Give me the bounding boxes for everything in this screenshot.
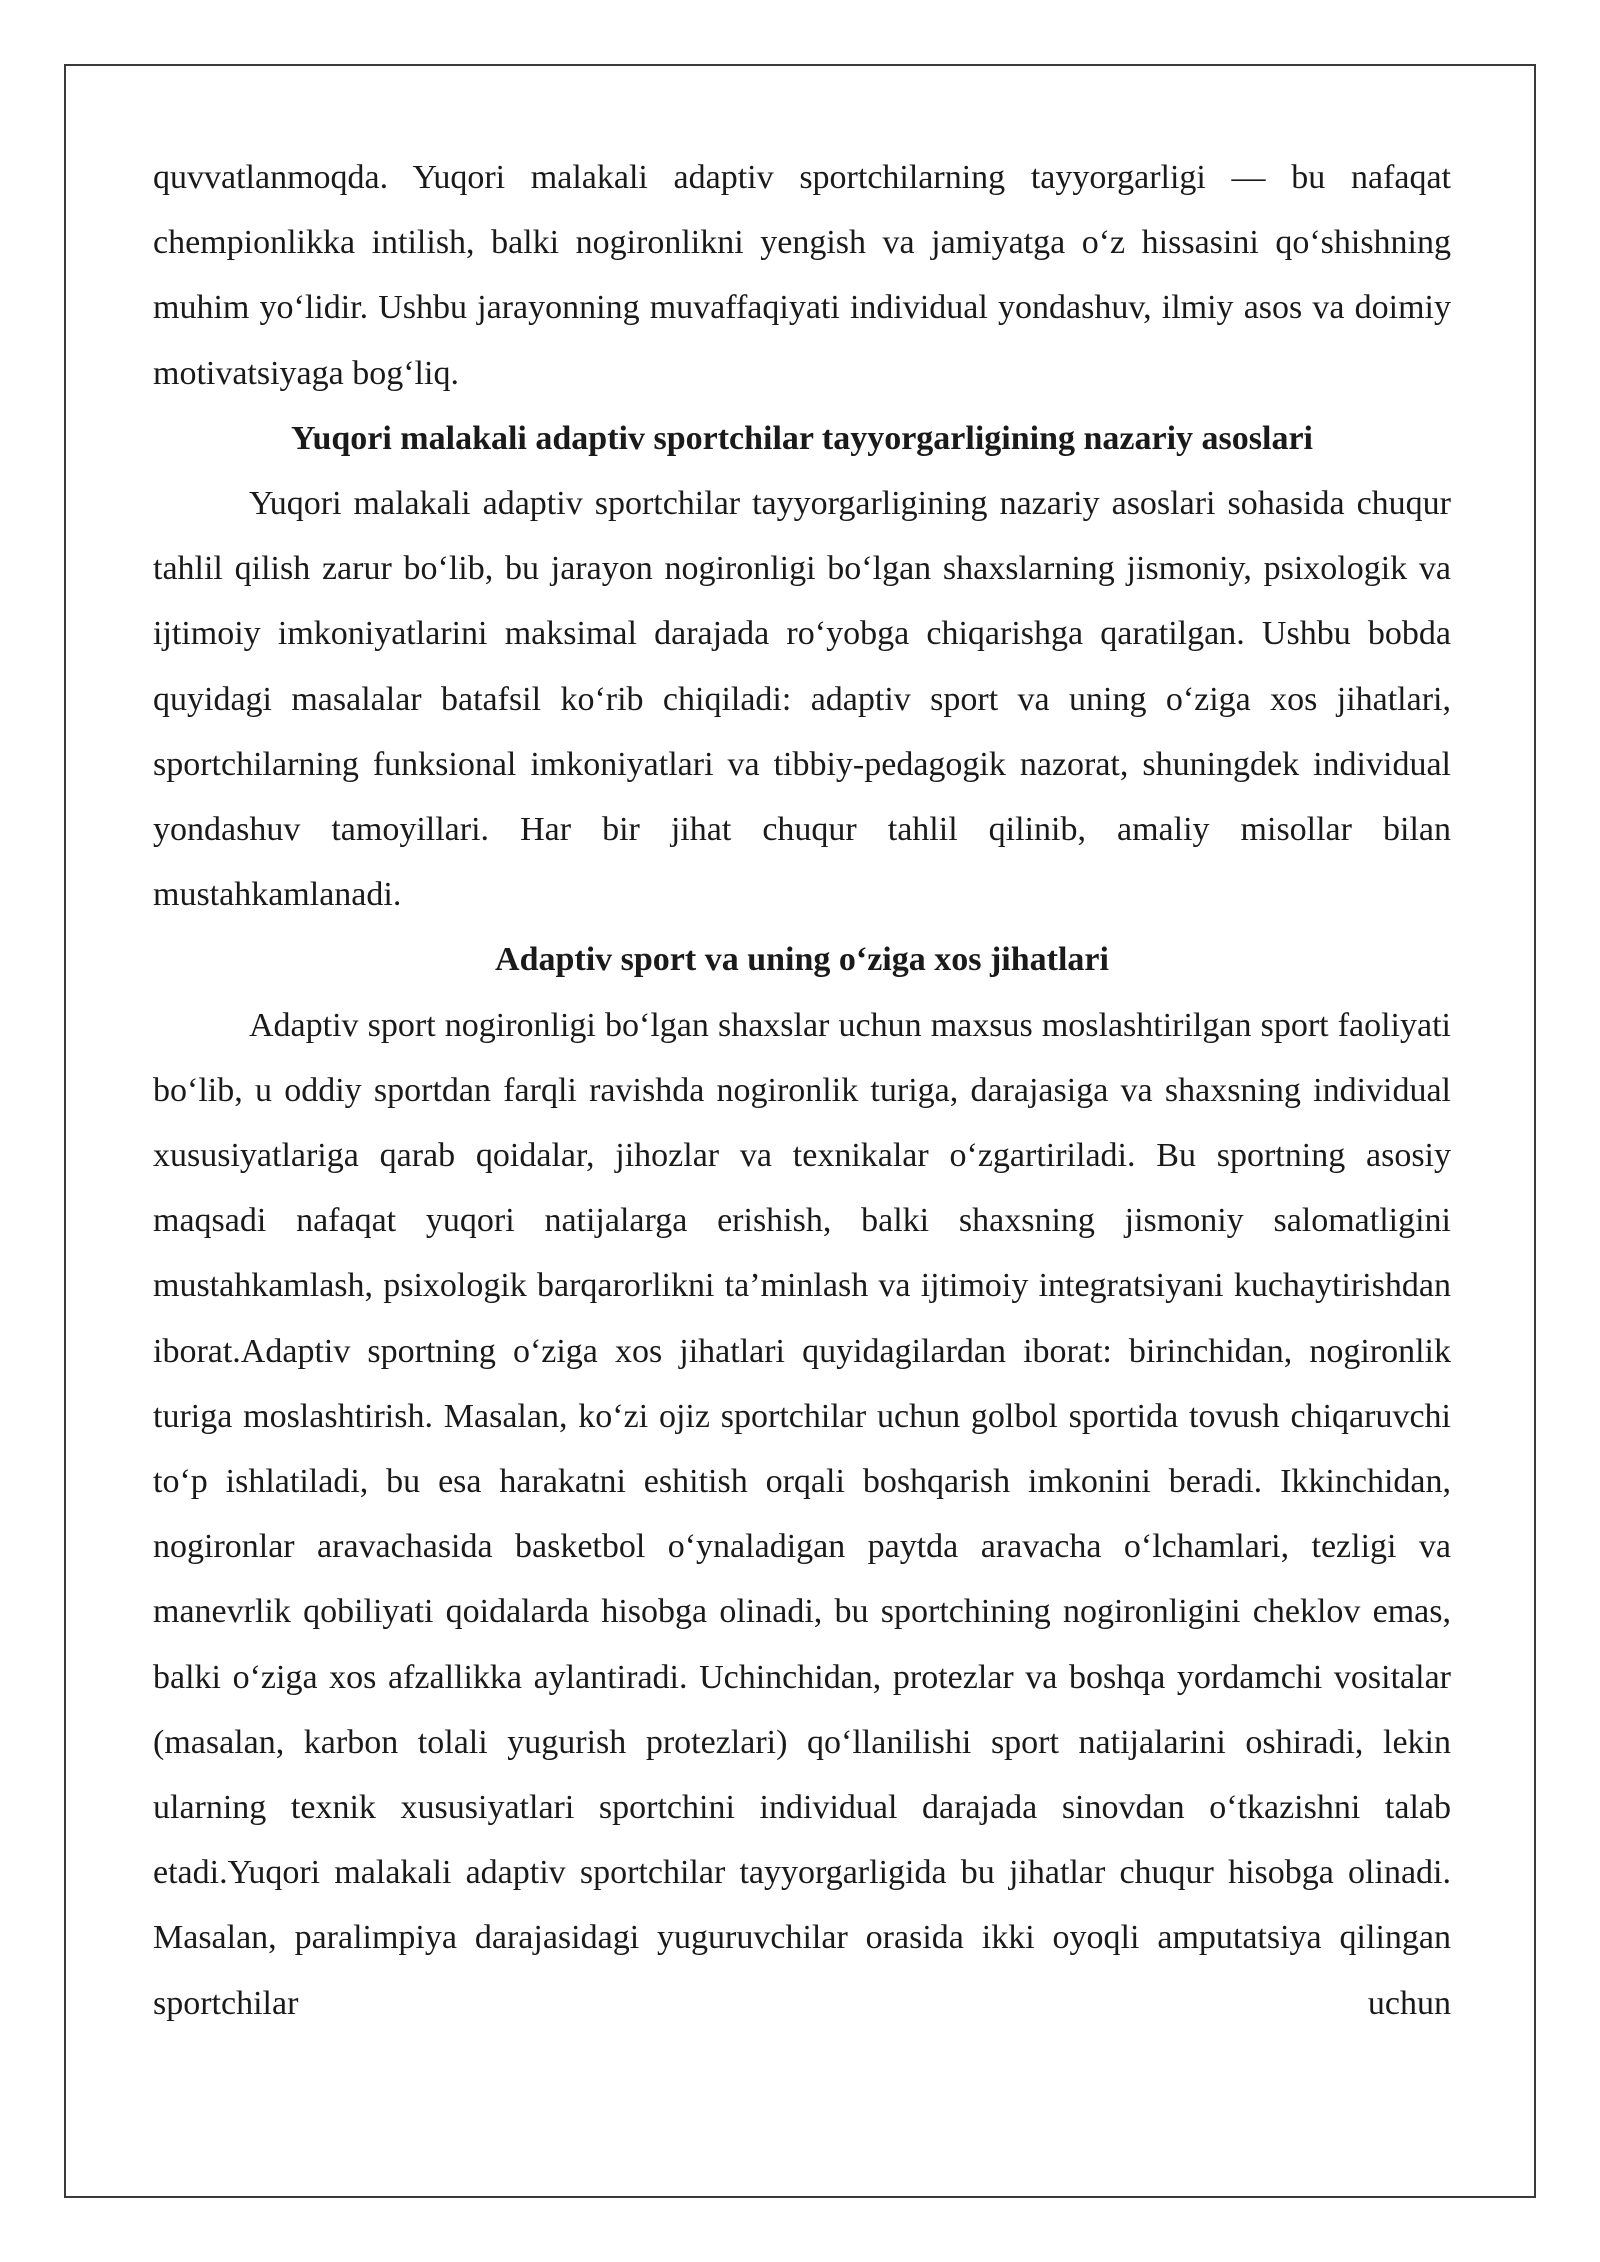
body-paragraph: Yuqori malakali adaptiv sportchilar tayyorgarligining nazariy asoslari sohasida chuqur tahlil qilish zarur bo‘lib, bu jarayon nogironligi bo‘lgan shaxslarning jismoniy, psixologik va ijtimoiy imkoniyatlarini maksimal darajada ro‘yobga chiqarishga qaratilgan. Ushbu bobda quyidagi masalalar batafsil ko‘rib chiqiladi: adaptiv sport va uning o‘ziga xos jihatlari, sportchilarning funksional imkoniyatlari va tibbiy-pedagogik nazorat, shuningdek individual yondashuv tamoyillari. Har bir jihat chuqur tahlil qilinib, amaliy misollar bilan mustahkamlanadi. [153,485,1451,914]
page-content [153,145,1451,2036]
body-paragraph: Adaptiv sport nogironligi bo‘lgan shaxslar uchun maxsus moslashtirilgan sport faoliyati bo‘lib, u oddiy sportdan farqli ravishda nogironlik turiga, darajasiga va shaxsning individual xususiyatlariga qarab qoidalar, jihozlar va texnikalar o‘zgartiriladi. Bu sportning asosiy maqsadi nafaqat yuqori natijalarga erishish, balki shaxsning jismoniy salomatligini mustahkamlash, psixologik barqarorlikni ta’minlash va ijtimoiy integratsiyani kuchaytirishdan iborat.Adaptiv sportning o‘ziga xos jihatlari quyidagilardan iborat: birinchidan, nogironlik turiga moslashtirish. Masalan, ko‘zi ojiz sportchilar uchun golbol sportida tovush chiqaruvchi to‘p ishlatiladi, bu esa harakatni eshitish orqali boshqarish imkonini beradi. Ikkinchidan, nogironlar aravachasida basketbol o‘ynaladigan paytda aravacha o‘lchamlari, tezligi va manevrlik qobiliyati qoidalarda hisobga olinadi, bu sportchining nogironligini cheklov emas, balki o‘ziga xos afzallikka aylantiradi. Uchinchidan, protezlar va boshqa yordamchi vositalar (masalan, karbon tolali yugurish protezlari) qo‘llanilishi sport natijalarini oshiradi, lekin ularning texnik xususiyatlari sportchini individual darajada sinovdan o‘tkazishni talab etadi.Yuqori malakali adaptiv sportchilar tayyorgarligida bu jihatlar chuqur hisobga olinadi. Masalan, paralimpiya darajasidagi yuguruvchilar orasida ikki oyoqli amputatsiya qilingan sportchilar uchun [153,1006,1451,2022]
section-heading: Yuqori malakali adaptiv sportchilar tayyorgarligining nazariy asoslari [291,419,1313,457]
subsection-heading: Adaptiv sport va uning o‘ziga xos jihatlari [495,941,1109,979]
body-paragraph: quvvatlanmoqda. Yuqori malakali adaptiv sportchilarning tayyorgarligi — bu nafaqat chempionlikka intilish, balki nogironlikni yengish va jamiyatga o‘z hissasini qo‘shishning muhim yo‘lidir. Ushbu jarayonning muvaffaqiyati individual yondashuv, ilmiy asos va doimiy motivatsiyaga bog‘liq. [153,159,1451,392]
